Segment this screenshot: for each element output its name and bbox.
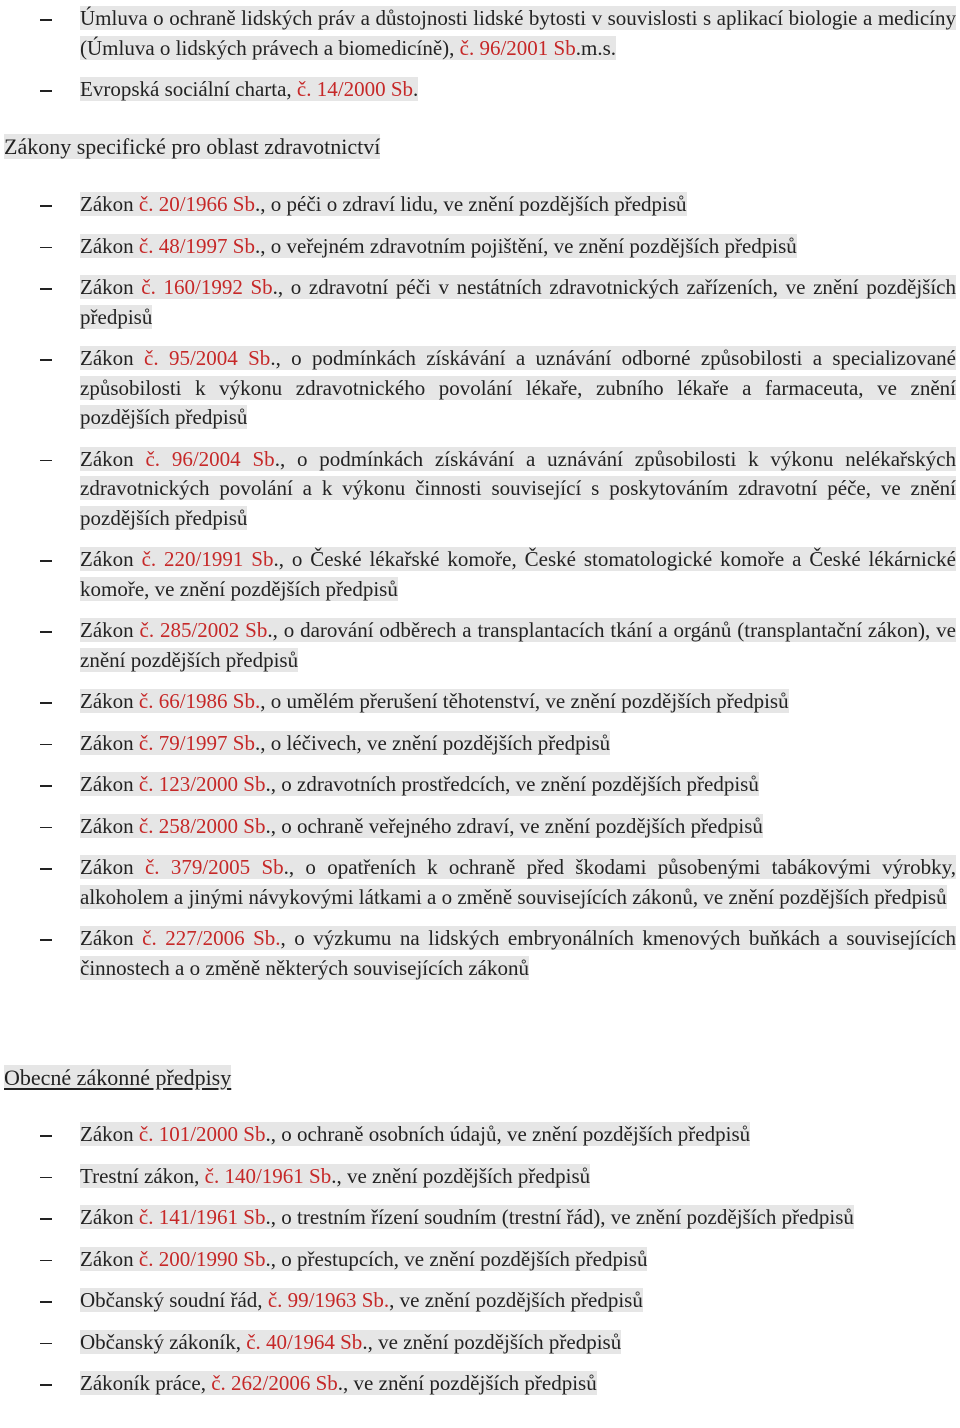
item-text — [80, 232, 956, 262]
item-prefix: Zákon — [80, 233, 139, 258]
list-item — [0, 616, 960, 675]
law-reference: č. 379/2005 Sb — [144, 855, 284, 879]
item-description: ., o léčivech, ve znění pozdějších předpisů — [255, 730, 611, 755]
item-prefix: Evropská sociální charta, — [80, 77, 297, 101]
list-item — [0, 75, 960, 105]
item-prefix: Zákon — [80, 346, 145, 370]
item-description: , ve znění pozdějších předpisů — [389, 1288, 643, 1312]
item-prefix: Občanský zákoník, — [80, 1329, 247, 1354]
law-reference: č. 20/1966 Sb — [138, 192, 255, 216]
law-reference: č. 285/2002 Sb — [139, 618, 268, 642]
law-reference: č. 258/2000 Sb — [138, 813, 266, 838]
law-reference: č. 40/1964 Sb — [246, 1329, 363, 1354]
law-reference: č. 14/2000 Sb — [296, 77, 414, 101]
dash-bullet — [40, 190, 58, 220]
item-prefix: Občanský soudní řád, — [80, 1288, 268, 1312]
item-text — [80, 729, 956, 759]
item-description: ., o zdravotních prostředcích, ve znění pozdějších předpisů — [265, 772, 759, 796]
item-text — [80, 812, 956, 842]
list-item — [0, 812, 960, 842]
dash-bullet — [40, 616, 58, 646]
law-reference: č. 66/1986 Sb. — [138, 689, 261, 713]
item-description: , o umělém přerušení těhotenství, ve znění pozdějších předpisů — [260, 689, 789, 713]
item-text — [80, 924, 956, 983]
item-prefix: Zákon — [80, 547, 142, 571]
list-item — [0, 445, 960, 534]
item-description: ., ve znění pozdějších předpisů — [362, 1329, 622, 1354]
item-description: ., o České lékařské komoře, České stomatologické komoře a České lékárnické komoře, ve znění pozdějších předpisů — [80, 547, 957, 601]
item-prefix: Zákon — [80, 689, 139, 713]
dash-bullet — [40, 344, 58, 374]
list-item — [0, 232, 960, 262]
law-reference: č. 160/1992 Sb — [141, 275, 273, 299]
item-prefix: Zákon — [80, 446, 146, 471]
item-description: .m.s. — [575, 35, 616, 60]
item-prefix: Zákon — [80, 192, 139, 216]
law-reference: č. 200/1990 Sb — [138, 1246, 266, 1271]
list-item — [0, 1245, 960, 1275]
item-description: ., o trestním řízení soudním (trestní řád), ve znění pozdějších předpisů — [265, 1205, 854, 1229]
dash-bullet — [40, 232, 58, 262]
list-item — [0, 1162, 960, 1192]
section-heading: Zákony specifické pro oblast zdravotnictví — [4, 134, 381, 159]
dash-bullet — [40, 853, 58, 883]
dash-bullet — [40, 1286, 58, 1316]
item-description: ., o podmínkách získávání a uznávání způsobilosti k výkonu nelékařských zdravotnických povolání a k výkonu činnosti související s poskytováním zdravotní péče, ve znění pozdějších předpisů — [80, 446, 956, 530]
item-text — [80, 190, 956, 220]
dash-bullet — [40, 687, 58, 717]
law-reference: č. 227/2006 Sb. — [142, 926, 281, 950]
dash-bullet — [40, 1162, 58, 1192]
law-reference: č. 99/1963 Sb. — [267, 1288, 390, 1312]
item-prefix: Zákon — [80, 772, 139, 796]
item-description: ., o opatřeních k ochraně před škodami působenými tabákovými výrobky, alkoholem a jinými návykovými látkami a o změně souvisejících zákonů, ve znění pozdějších předpisů — [80, 855, 956, 909]
dash-bullet — [40, 75, 58, 105]
health-law-list — [0, 190, 960, 983]
item-description: ., o darování odběrech a transplantacích tkání a orgánů (transplantační zákon), ve znění pozdějších předpisů — [80, 618, 956, 672]
item-text — [80, 344, 956, 433]
item-description: ., o ochraně osobních údajů, ve znění pozdějších předpisů — [265, 1122, 751, 1146]
dash-bullet — [40, 1203, 58, 1233]
item-description: ., ve znění pozdějších předpisů — [337, 1371, 597, 1395]
law-reference: č. 96/2004 Sb — [145, 446, 275, 471]
dash-bullet — [40, 545, 58, 575]
dash-bullet — [40, 729, 58, 759]
law-reference: č. 48/1997 Sb — [138, 233, 255, 258]
item-prefix: Zákon — [80, 618, 140, 642]
item-prefix: Zákon — [80, 275, 142, 299]
law-reference: č. 141/1961 Sb — [138, 1205, 266, 1229]
item-prefix: Zákon — [80, 855, 145, 879]
list-item — [0, 344, 960, 433]
list-item — [0, 853, 960, 912]
item-description: ., o veřejném zdravotním pojištění, ve znění pozdějších předpisů — [255, 233, 797, 258]
dash-bullet — [40, 1369, 58, 1399]
item-prefix: Zákon — [80, 1122, 139, 1146]
list-item — [0, 4, 960, 63]
item-text — [80, 1162, 956, 1192]
list-item — [0, 687, 960, 717]
list-item — [0, 729, 960, 759]
list-item — [0, 1328, 960, 1358]
item-text — [80, 1369, 956, 1399]
item-prefix: Trestní zákon, — [80, 1163, 205, 1188]
intro-list — [0, 4, 960, 105]
dash-bullet — [40, 4, 58, 34]
dash-bullet — [40, 1328, 58, 1358]
item-text — [80, 770, 956, 800]
item-description: Úmluva o ochraně lidských práv a důstojnosti lidské bytosti v souvislosti s aplikací biologie a medicíny (Úmluva o lidských právech a biomedicíně), — [80, 6, 956, 60]
list-item — [0, 1286, 960, 1316]
item-prefix: Zákon — [80, 1246, 139, 1271]
list-item — [0, 770, 960, 800]
dash-bullet — [40, 770, 58, 800]
list-item — [0, 545, 960, 604]
item-text — [80, 1286, 956, 1316]
law-reference: č. 220/1991 Sb — [141, 547, 274, 571]
dash-bullet — [40, 273, 58, 303]
item-text — [80, 75, 956, 105]
list-item — [0, 1369, 960, 1399]
item-text — [80, 1120, 956, 1150]
item-description: ., o přestupcích, ve znění pozdějších předpisů — [265, 1246, 648, 1271]
law-reference: č. 96/2001 Sb — [459, 35, 576, 60]
item-description: . — [413, 77, 419, 101]
dash-bullet — [40, 1245, 58, 1275]
list-item — [0, 924, 960, 983]
item-text — [80, 445, 956, 534]
item-description: ., o zdravotní péči v nestátních zdravotnických zařízeních, ve znění pozdějších předpisů — [80, 275, 956, 329]
item-text — [80, 616, 956, 675]
law-reference: č. 140/1961 Sb — [204, 1163, 332, 1188]
item-prefix: Zákoník práce, — [80, 1371, 212, 1395]
law-reference: č. 101/2000 Sb — [138, 1122, 266, 1146]
law-reference: č. 79/1997 Sb — [138, 730, 255, 755]
item-prefix: Zákon — [80, 1205, 139, 1229]
dash-bullet — [40, 445, 58, 475]
list-item — [0, 1120, 960, 1150]
item-prefix: Zákon — [80, 813, 139, 838]
list-item — [0, 190, 960, 220]
dash-bullet — [40, 1120, 58, 1150]
item-text — [80, 545, 956, 604]
item-description: , o výzkumu na lidských embryonálních kmenových buňkách a souvisejících činnostech a o změně některých souvisejících zákonů — [80, 926, 956, 980]
item-text — [80, 853, 956, 912]
item-description: ., o ochraně veřejného zdraví, ve znění pozdějších předpisů — [265, 813, 763, 838]
list-item — [0, 1203, 960, 1233]
law-reference: č. 262/2006 Sb — [211, 1371, 338, 1395]
section-heading: Obecné zákonné předpisy — [4, 1065, 232, 1090]
item-prefix: Zákon — [80, 730, 139, 755]
item-description: ., ve znění pozdějších předpisů — [331, 1163, 591, 1188]
law-reference: č. 123/2000 Sb — [138, 772, 266, 796]
item-description: ., o péči o zdraví lidu, ve znění pozdějších předpisů — [255, 192, 687, 216]
dash-bullet — [40, 924, 58, 954]
law-reference: č. 95/2004 Sb — [144, 346, 271, 370]
item-text — [80, 273, 956, 332]
general-law-list — [0, 1120, 960, 1399]
item-text — [80, 4, 956, 63]
item-text — [80, 1245, 956, 1275]
list-item — [0, 273, 960, 332]
item-description: ., o podmínkách získávání a uznávání odborné způsobilosti a specializované způsobilosti k výkonu zdravotnického povolání lékaře, zubního lékaře a farmaceuta, ve znění pozdějších předpisů — [80, 346, 956, 429]
item-text — [80, 687, 956, 717]
item-text — [80, 1203, 956, 1233]
item-prefix: Zákon — [80, 926, 143, 950]
dash-bullet — [40, 812, 58, 842]
item-text — [80, 1328, 956, 1358]
